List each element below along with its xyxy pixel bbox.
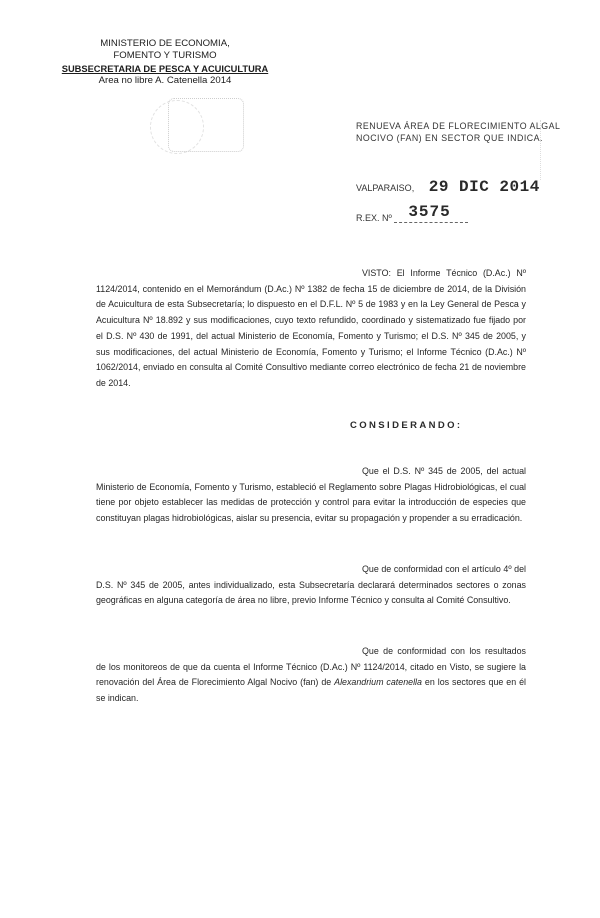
considerando-paragraph-2: Que de conformidad con el artículo 4º del D.S. Nº 345 de 2005, antes individualizado, esta Subsecretaría declarará determinados sectores o zonas geográficas en alguna categoría de área no libre, previo Informe Técnico y consulta al Comité Consultivo. [96,564,526,606]
resolution-subject: RENUEVA ÁREA DE FLORECIMIENTO ALGAL NOCIVO (FAN) EN SECTOR QUE INDICA. [356,121,561,143]
resolution-label: R.EX. Nº [356,213,392,223]
paragraph-3-text: Que de conformidad con los resultados de los monitoreos de que da cuenta el Informe Técnico (D.Ac.) Nº 1124/2014, citado en Visto, se sugiere la renovación del Área de Florecimiento Algal Nocivo (fan) de [96,646,526,688]
area-note: Area no libre A. Catenella 2014 [98,75,232,87]
place: VALPARAISO, [356,183,415,193]
paragraph-3-end: en los sectores que en él se indican. [96,677,526,704]
subsecretaria-name: SUBSECRETARIA DE PESCA Y ACUICULTURA [61,63,269,74]
handwritten-number: 3575 [408,203,451,221]
resolution-number [356,203,468,223]
ministry-name: MINISTERIO DE ECONOMIA, [100,38,230,49]
ministry-name-2: FOMENTO Y TURISMO [113,50,217,62]
species-name: Alexandrium catenella [334,677,422,688]
letterhead [50,38,280,88]
place-date [356,178,540,196]
considerando-heading: CONSIDERANDO: [350,420,463,431]
handwritten-date: 29 DIC 2014 [428,178,540,196]
considerando-paragraph-1: Que el D.S. Nº 345 de 2005, del actual Ministerio de Economía, Fomento y Turismo, estableció el Reglamento sobre Plagas Hidrobiológicas, el cual tiene por objeto establecer las medidas de protección y control para evitar la introducción de especies que constituyan plagas hidrobiológicas, aislar su presencia, evitar su propagación y propender a su erradicación. [96,466,526,524]
visto-paragraph: VISTO: El Informe Técnico (D.Ac.) Nº 1124/2014, contenido en el Memorándum (D.Ac.) Nº 1382 de fecha 15 de diciembre de 2014, de la División de Acuicultura de esta Subsecretaría; lo dispuesto en el D.F.L. Nº 5 de 1983 y en la Ley General de Pesca y Acuicultura Nº 18.892 y sus modificaciones, cuyo texto refundido, coordinado y sistematizado fue fijado por el D.S. Nº 430 de 1991, del actual Ministerio de Economía, Fomento y Turismo; el D.S. Nº 345 de 2005, y sus modificaciones, del actual Ministerio de Economía, Fomento y Turismo; el Informe Técnico (D.Ac.) Nº 1062/2014, enviado en consulta al Comité Consultivo mediante correo electrónico de fecha 21 de noviembre de 2014. [96,268,526,388]
faded-stamp-icon [168,98,244,152]
considerando-paragraph-3 [96,644,526,707]
resolution-number-field [394,203,468,223]
